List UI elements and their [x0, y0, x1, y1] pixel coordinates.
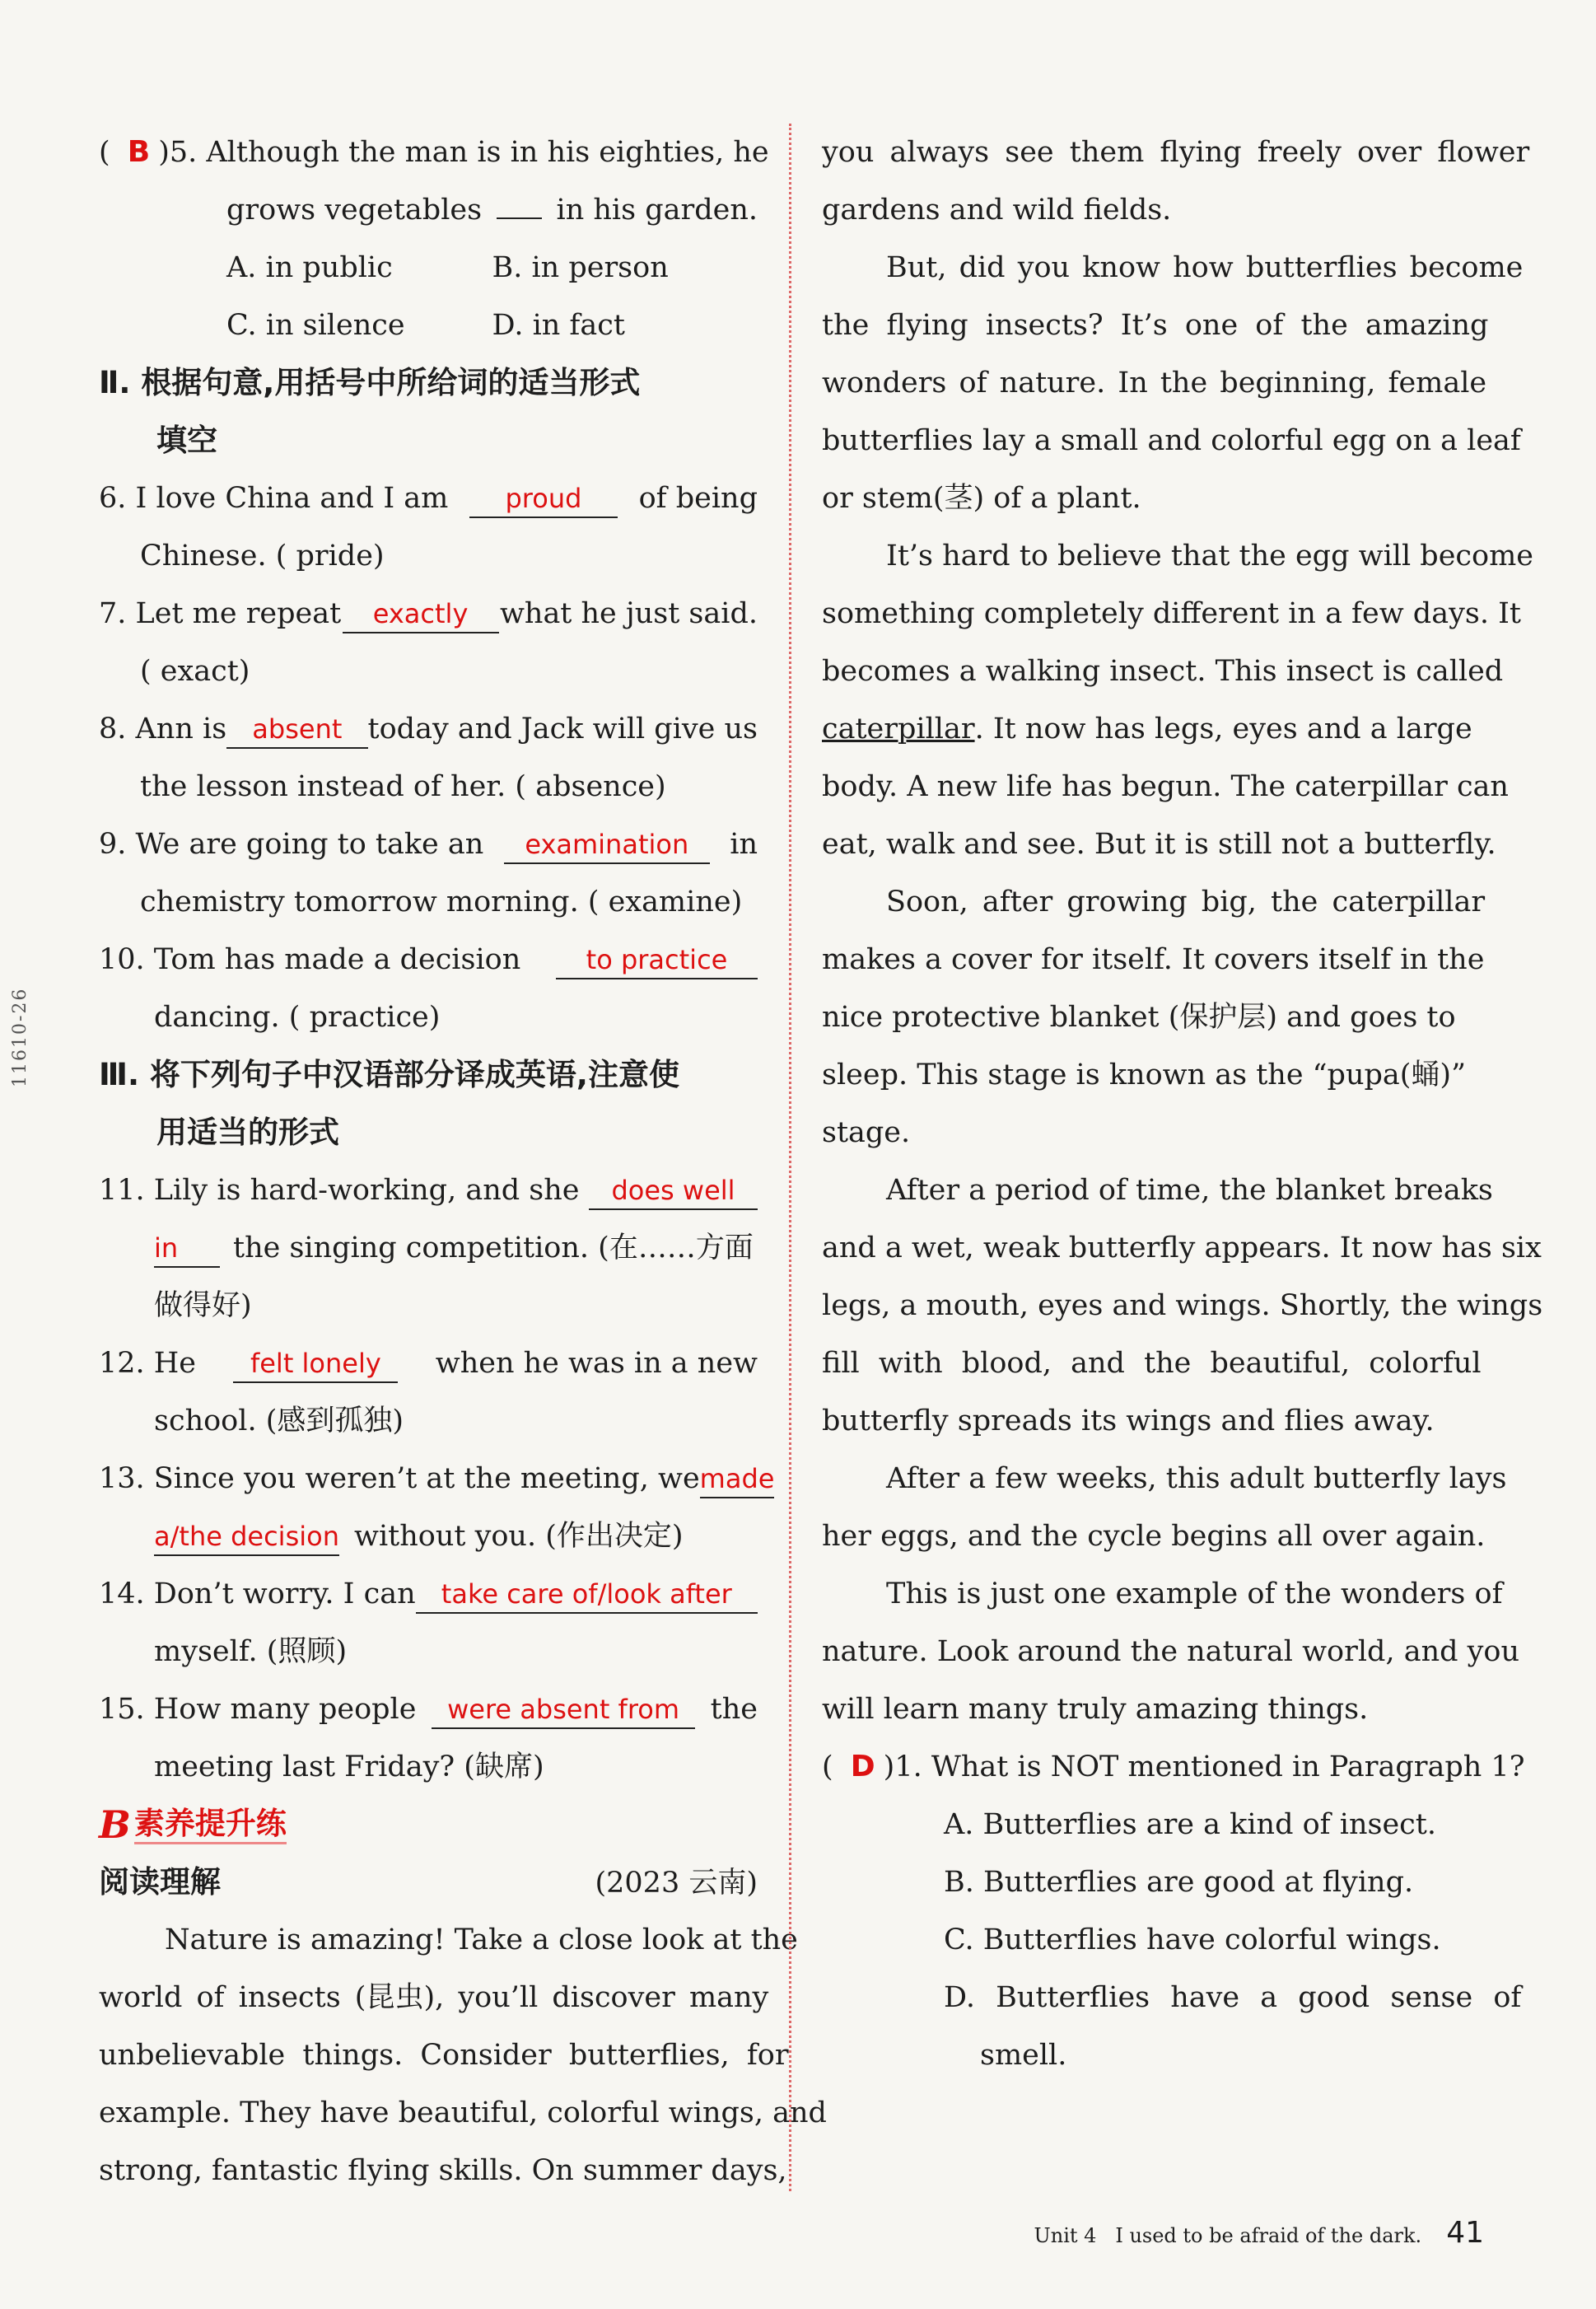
q5-option-b: B. in person	[492, 251, 669, 284]
reading-source: (2023 云南)	[595, 1867, 758, 1900]
q6-line-1: 6. I love China and I am proud of being	[99, 470, 758, 527]
q5-option-c: C. in silence	[226, 309, 405, 342]
reading-title: 阅读理解	[99, 1864, 221, 1900]
rq1-option-d: D. Butterflies have a good sense of	[944, 1981, 1522, 2014]
q5-options-2	[99, 297, 758, 354]
passage-left-line-1: Nature is amazing! Take a close look at the	[165, 1923, 798, 1956]
q13-line-1: 13. Since you weren’t at the meeting, we made	[99, 1450, 758, 1507]
q6-line-2: Chinese. ( pride)	[140, 540, 385, 573]
section-b-mark: B	[99, 1802, 131, 1847]
q6-answer-blank: proud	[469, 480, 618, 518]
q9-line-2: chemistry tomorrow morning. ( examine)	[140, 886, 743, 918]
p5-line-4: fill with blood, and the beautiful, colorful	[822, 1347, 1482, 1380]
page-footer	[1034, 2216, 1484, 2250]
section3-title-cont: 用适当的形式	[156, 1115, 339, 1150]
p3-line-3: becomes a walking insect. This insect is called	[822, 655, 1504, 688]
p2-line-3: wonders of nature. In the beginning, female	[822, 367, 1487, 400]
passage-left-line-2: world of insects (昆虫), you’ll discover many	[99, 1981, 769, 2014]
p4-line-4: sleep. This stage is known as the “pupa(蛹)”	[822, 1059, 1466, 1091]
section-b-title: 素养提升练	[134, 1806, 287, 1844]
p3-line-1: It’s hard to believe that the egg will become	[886, 540, 1533, 573]
rq1-stem-line: ( D )1. What is NOT mentioned in Paragraph 1?	[822, 1738, 1481, 1796]
passage-left-line-3: unbelievable things. Consider butterflies, for	[99, 2039, 789, 2072]
q13-line-2: a/the decision without you. (作出决定)	[99, 1507, 758, 1565]
section3-title: Ⅲ. 将下列句子中汉语部分译成英语,注意使	[99, 1057, 679, 1092]
right-column	[822, 124, 1543, 2084]
p3-line-4: caterpillar . It now has legs, eyes and a large	[822, 700, 1481, 758]
q9-answer-blank: examination	[504, 826, 710, 864]
column-divider	[789, 124, 791, 2191]
p2-line-5: or stem(茎) of a plant.	[822, 482, 1141, 515]
reading-heading	[99, 1853, 758, 1911]
q13-answer-blank-2: a/the decision	[154, 1518, 339, 1556]
q9-line-1: 9. We are going to take an examination in	[99, 816, 758, 873]
q11-line-1: 11. Lily is hard-working, and she does well	[99, 1162, 758, 1219]
p5-line-1: After a period of time, the blanket breaks	[886, 1174, 1493, 1207]
rq1-option-d-cont: smell.	[980, 2039, 1067, 2072]
p7-line-3: will learn many truly amazing things.	[822, 1693, 1369, 1726]
p1-line-2: gardens and wild fields.	[822, 194, 1172, 227]
p3-line-6: eat, walk and see. But it is still not a butterfly.	[822, 828, 1496, 861]
q10-answer-blank: to practice	[556, 942, 758, 979]
q15-line-2: meeting last Friday? (缺席)	[154, 1750, 544, 1783]
left-column	[99, 124, 827, 2199]
q8-answer-blank: absent	[226, 711, 367, 749]
side-print-code: 11610-26	[10, 987, 30, 1087]
page-number: 41	[1446, 2216, 1484, 2250]
p7-line-1: This is just one example of the wonders of	[886, 1578, 1503, 1610]
q8-line-2: the lesson instead of her. ( absence)	[140, 770, 666, 803]
footer-unit-title: Unit 4 I used to be afraid of the dark.	[1034, 2224, 1422, 2247]
q12-line-2: school. (感到孤独)	[154, 1405, 404, 1437]
rq1-answer: D	[850, 1750, 875, 1783]
p3-line-2: something completely different in a few days. It	[822, 597, 1521, 630]
q5-line-2: grows vegetables in his garden.	[226, 194, 758, 227]
q5-stem: )5. Although the man is in his eighties, he	[158, 136, 769, 169]
rq1-option-a: A. Butterflies are a kind of insect.	[944, 1808, 1436, 1841]
p2-line-4: butterflies lay a small and colorful egg on a leaf	[822, 424, 1521, 457]
q5-blank	[497, 217, 541, 219]
q11-line-2: in the singing competition. (在……方面	[99, 1219, 758, 1277]
q5-answer: B	[127, 135, 151, 169]
p4-line-1: Soon, after growing big, the caterpillar	[886, 886, 1486, 918]
p5-line-5: butterfly spreads its wings and flies away.	[822, 1405, 1435, 1437]
p6-line-2: her eggs, and the cycle begins all over again.	[822, 1520, 1486, 1553]
q7-line-1: 7. Let me repeat exactly what he just said.	[99, 585, 758, 643]
q12-answer-blank: felt lonely	[233, 1345, 398, 1383]
p1-line-1: you always see them flying freely over flower	[822, 136, 1530, 169]
p2-line-2: the flying insects? It’s one of the amazing	[822, 309, 1489, 342]
q11-answer-blank-2: in	[154, 1230, 220, 1268]
section-b-heading	[99, 1796, 758, 1853]
p4-line-5: stage.	[822, 1116, 911, 1149]
q13-answer-blank-1: made	[700, 1461, 775, 1498]
rq1-option-b: B. Butterflies are good at flying.	[944, 1866, 1414, 1899]
q14-line-1: 14. Don’t worry. I can take care of/look after	[99, 1565, 758, 1623]
q5-options-1	[99, 239, 758, 297]
q10-line-1: 10. Tom has made a decision to practice	[99, 931, 758, 989]
q7-answer-blank: exactly	[343, 596, 499, 633]
section2-title: Ⅱ. 根据句意,用括号中所给词的适当形式	[99, 365, 641, 400]
q7-line-2: ( exact)	[140, 655, 250, 688]
q8-line-1: 8. Ann is absent today and Jack will give us	[99, 700, 758, 758]
p2-line-1: But, did you know how butterflies become	[886, 251, 1524, 284]
rq1-stem: )1. What is NOT mentioned in Paragraph 1?	[883, 1750, 1525, 1783]
q14-line-2: myself. (照顾)	[154, 1635, 348, 1668]
q10-line-2: dancing. ( practice)	[154, 1001, 441, 1034]
q5-option-a: A. in public	[226, 251, 393, 284]
p5-line-3: legs, a mouth, eyes and wings. Shortly, the wings	[822, 1289, 1543, 1322]
passage-left-line-4: example. They have beautiful, colorful wings, and	[99, 2096, 827, 2129]
section2-title-cont: 填空	[156, 423, 217, 458]
passage-left-line-5: strong, fantastic flying skills. On summer days,	[99, 2154, 787, 2187]
q12-line-1: 12. He felt lonely when he was in a new	[99, 1334, 758, 1392]
p3-line-5: body. A new life has begun. The caterpillar can	[822, 770, 1509, 803]
p7-line-2: nature. Look around the natural world, and you	[822, 1635, 1520, 1668]
q15-line-1: 15. How many people were absent from the	[99, 1680, 758, 1738]
p4-line-3: nice protective blanket (保护层) and goes to	[822, 1001, 1456, 1034]
q15-answer-blank: were absent from	[432, 1691, 695, 1729]
q14-answer-blank: take care of/look after	[416, 1576, 758, 1614]
p4-line-2: makes a cover for itself. It covers itself in the	[822, 943, 1485, 976]
q5-line-1: ( B )5. Although the man is in his eighties, he	[99, 124, 758, 181]
q11-line-3: 做得好)	[154, 1289, 252, 1322]
q11-answer-blank-1: does well	[589, 1172, 758, 1210]
q5-option-d: D. in fact	[492, 309, 625, 342]
caterpillar-term: caterpillar	[822, 713, 975, 746]
p6-line-1: After a few weeks, this adult butterfly lays	[886, 1462, 1507, 1495]
rq1-option-c: C. Butterflies have colorful wings.	[944, 1923, 1441, 1956]
p5-line-2: and a wet, weak butterfly appears. It now has six	[822, 1232, 1542, 1264]
